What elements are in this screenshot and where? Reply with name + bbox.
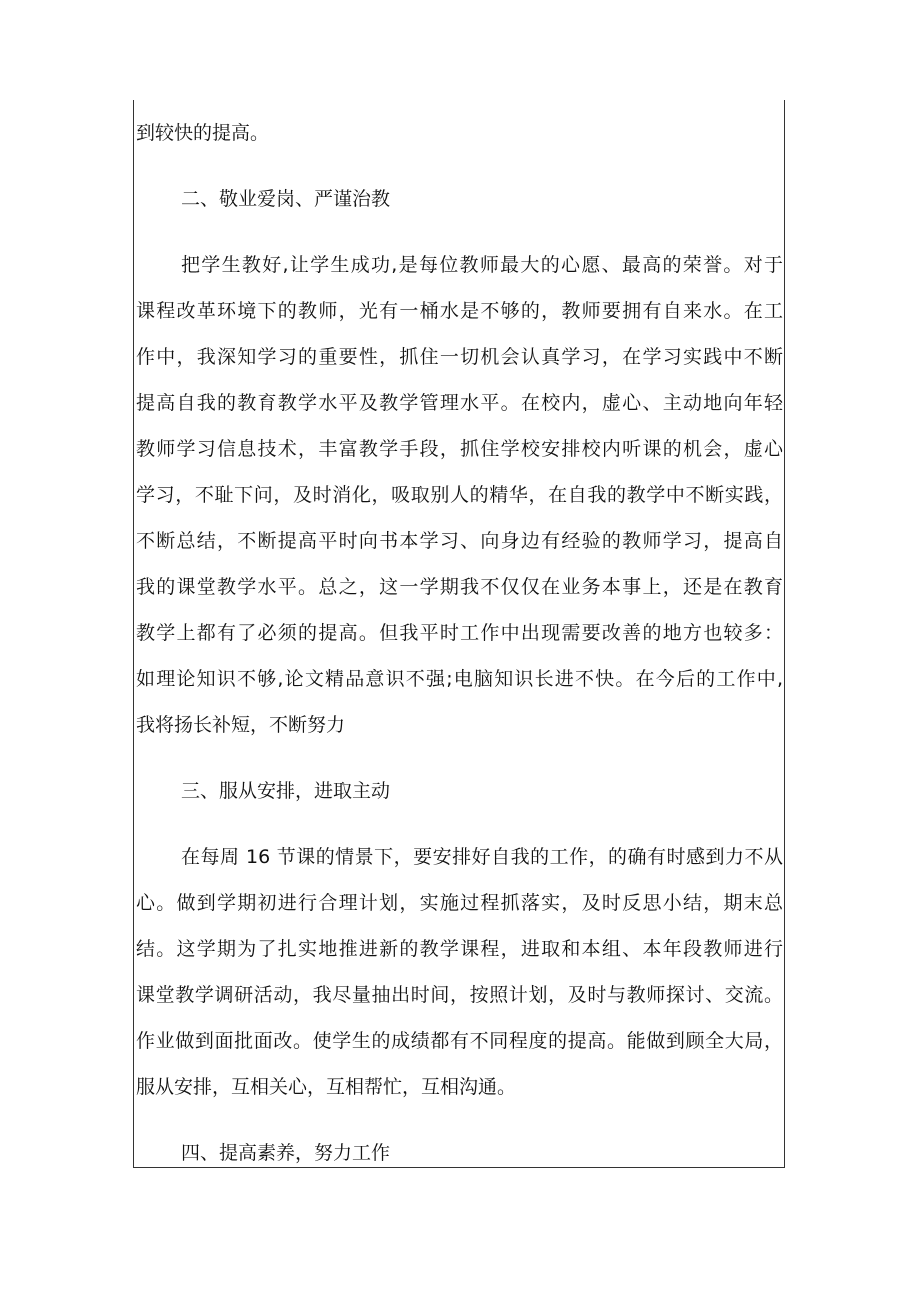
- text-line: 我的课堂教学水平。总之，这一学期我不仅仅在业务本事上，还是在教育: [136, 576, 783, 598]
- text-line: 提高自我的教育教学水平及教学管理水平。在校内，虚心、主动地向年轻: [136, 392, 783, 414]
- text-line: 在每周 16 节课的情景下，要安排好自我的工作，的确有时感到力不从: [181, 846, 783, 868]
- text-line: 课程改革环境下的教师，光有一桶水是不够的，教师要拥有自来水。在工: [136, 300, 783, 322]
- text-line: 作业做到面批面改。使学生的成绩都有不同程度的提高。能做到顾全大局，: [136, 1030, 783, 1052]
- paragraph-intro-tail: [136, 110, 783, 156]
- text-line: 服从安排，互相关心，互相帮忙，互相沟通。: [136, 1076, 517, 1098]
- text-line: 心。做到学期初进行合理计划，实施过程抓落实，及时反思小结，期末总: [136, 892, 783, 914]
- text-line: 如理论知识不够,论文精品意识不强;电脑知识长进不快。在今后的工作中,: [136, 668, 783, 690]
- section-heading-4: 四、提高素养，努力工作: [181, 1142, 391, 1164]
- text-line: 我将扬长补短，不断努力: [136, 714, 346, 736]
- paragraph-section-2: [136, 242, 783, 748]
- text-line: 学习，不耻下问，及时消化，吸取别人的精华，在自我的教学中不断实践，: [136, 484, 783, 506]
- text-line: 课堂教学调研活动，我尽量抽出时间，按照计划，及时与教师探讨、交流。: [136, 984, 783, 1006]
- document-body: [136, 110, 783, 1196]
- text-line: 把学生教好,让学生成功,是每位教师最大的心愿、最高的荣誉。对于: [181, 254, 783, 276]
- text-line: 到较快的提高。: [136, 122, 270, 144]
- paragraph-section-3: [136, 834, 783, 1110]
- text-line: 结。这学期为了扎实地推进新的教学课程，进取和本组、本年段教师进行: [136, 938, 783, 960]
- section-heading-3: 三、服从安排，进取主动: [181, 780, 391, 802]
- text-line: 不断总结，不断提高平时向书本学习、向身边有经验的教师学习，提高自: [136, 530, 783, 552]
- text-line: 教师学习信息技术，丰富教学手段，抓住学校安排校内听课的机会，虚心: [136, 438, 783, 460]
- section-heading-2: 二、敬业爱岗、严谨治教: [181, 188, 391, 210]
- text-line: 教学上都有了必须的提高。但我平时工作中出现需要改善的地方也较多：: [136, 622, 783, 644]
- text-line: 作中，我深知学习的重要性，抓住一切机会认真学习，在学习实践中不断: [136, 346, 783, 368]
